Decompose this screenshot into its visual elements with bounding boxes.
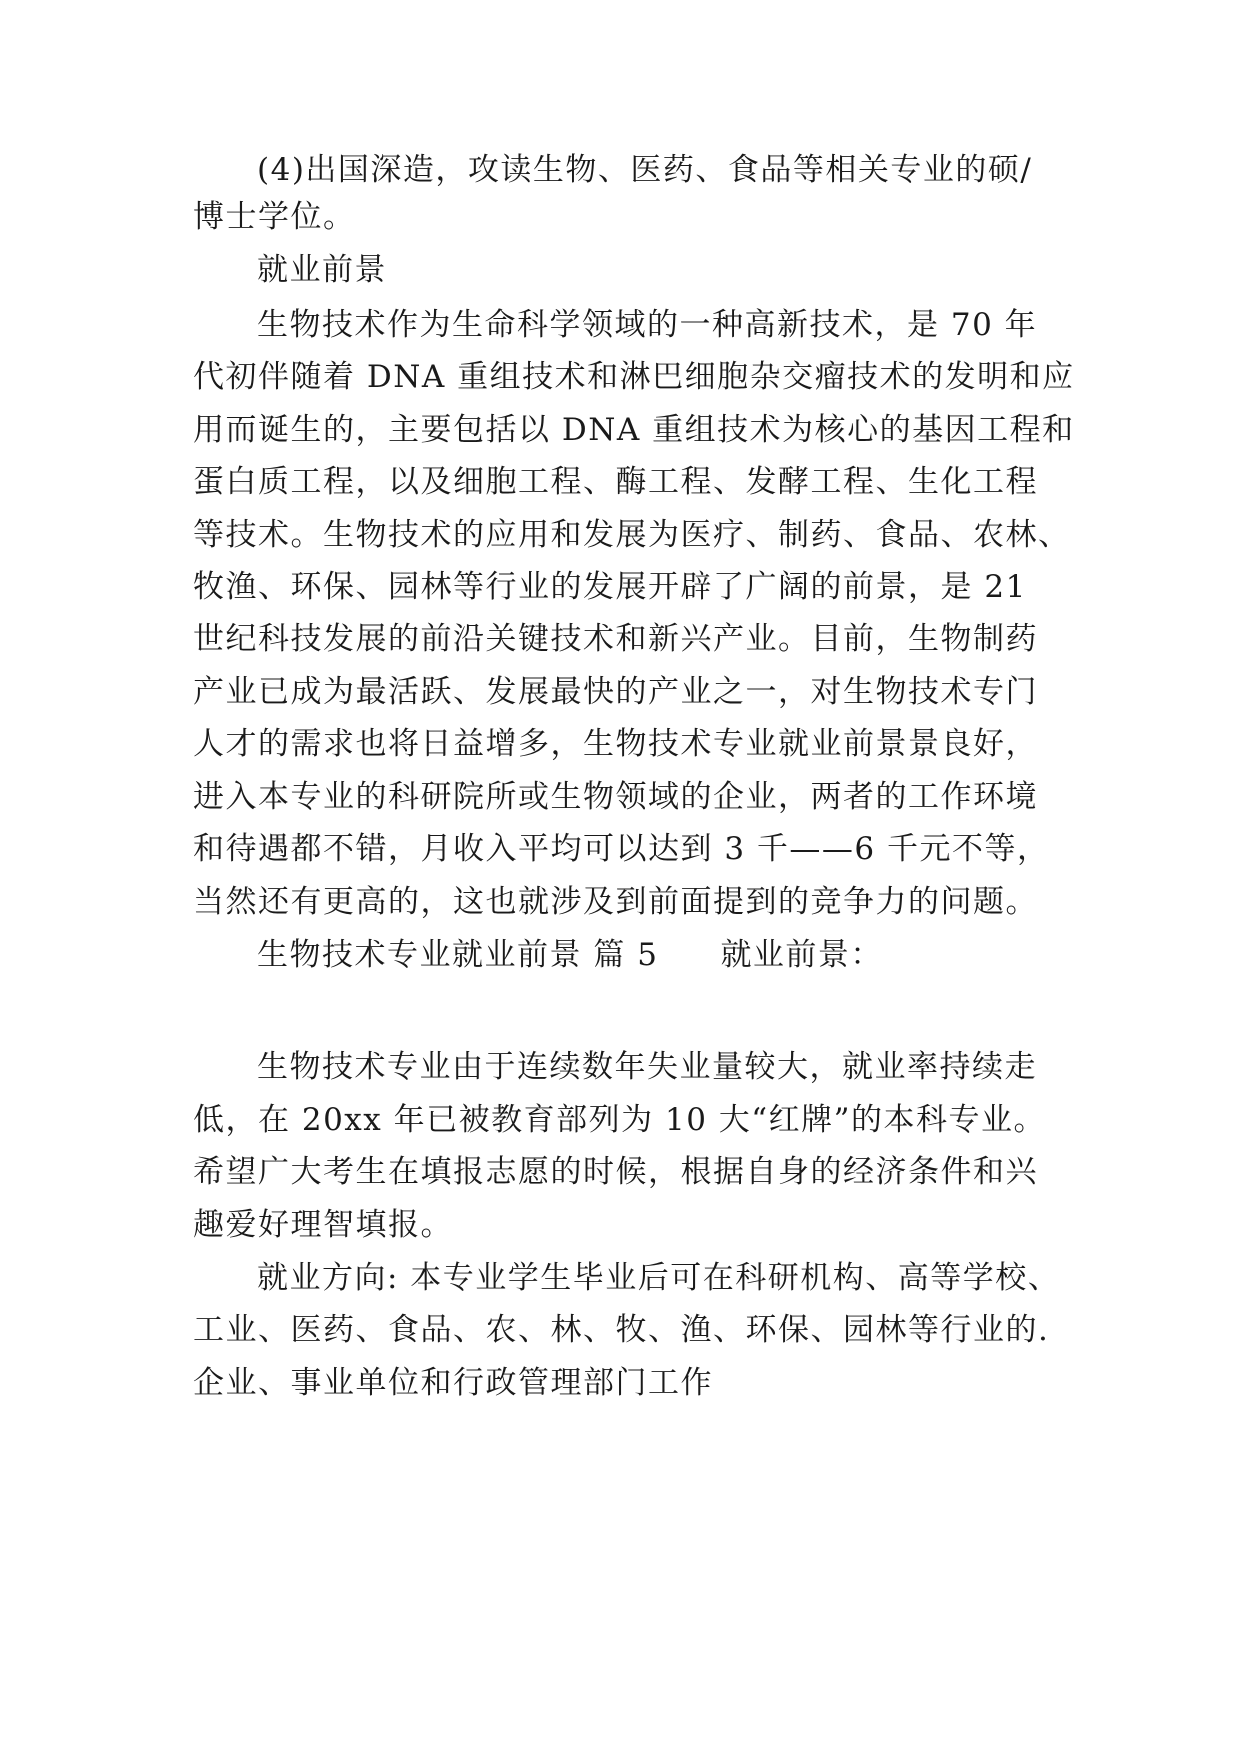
text-line: 代初伴随着 DNA 重组技术和淋巴细胞杂交瘤技术的发明和应	[193, 359, 1075, 395]
text-line: 就业方向: 本专业学生毕业后可在科研机构、高等学校、	[257, 1260, 1061, 1296]
section-subheading: 就业前景：	[720, 937, 883, 973]
text-line: 博士学位。	[193, 199, 356, 235]
section-heading-line	[257, 935, 883, 975]
text-line: 和待遇都不错，月收入平均可以达到 3 千——6 千元不等，	[193, 831, 1050, 867]
text-line: 人才的需求也将日益增多，生物技术专业就业前景景良好，	[193, 726, 1038, 762]
text-line: 趣爱好理智填报。	[193, 1207, 453, 1243]
text-line: 希望广大考生在填报志愿的时候，根据自身的经济条件和兴	[193, 1154, 1038, 1190]
text-line: 就业前景	[257, 252, 387, 288]
text-line: 产业已成为最活跃、发展最快的产业之一，对生物技术专门	[193, 674, 1038, 710]
text-line: 牧渔、环保、园林等行业的发展开辟了广阔的前景，是 21	[193, 569, 1027, 605]
text-line: 世纪科技发展的前沿关键技术和新兴产业。目前，生物制药	[193, 621, 1038, 657]
text-line: 工业、医药、食品、农、林、牧、渔、环保、园林等行业的.	[193, 1312, 1050, 1348]
text-line: 当然还有更高的，这也就涉及到前面提到的竞争力的问题。	[193, 884, 1038, 920]
text-line: 用而诞生的，主要包括以 DNA 重组技术为核心的基因工程和	[193, 412, 1075, 448]
text-line: 进入本专业的科研院所或生物领域的企业，两者的工作环境	[193, 779, 1038, 815]
text-line: (4)出国深造，攻读生物、医药、食品等相关专业的硕/	[257, 152, 1033, 188]
text-line: 低，在 20xx 年已被教育部列为 10 大“红牌”的本科专业。	[193, 1102, 1046, 1138]
text-line: 等技术。生物技术的应用和发展为医疗、制药、食品、农林、	[193, 517, 1071, 553]
section-heading: 生物技术专业就业前景 篇 5	[257, 937, 659, 973]
text-line: 企业、事业单位和行政管理部门工作	[193, 1365, 713, 1401]
text-line: 蛋白质工程，以及细胞工程、酶工程、发酵工程、生化工程	[193, 464, 1038, 500]
text-line: 生物技术专业由于连续数年失业量较大，就业率持续走	[257, 1049, 1037, 1085]
text-line: 生物技术作为生命科学领域的一种高新技术，是 70 年	[257, 307, 1038, 343]
